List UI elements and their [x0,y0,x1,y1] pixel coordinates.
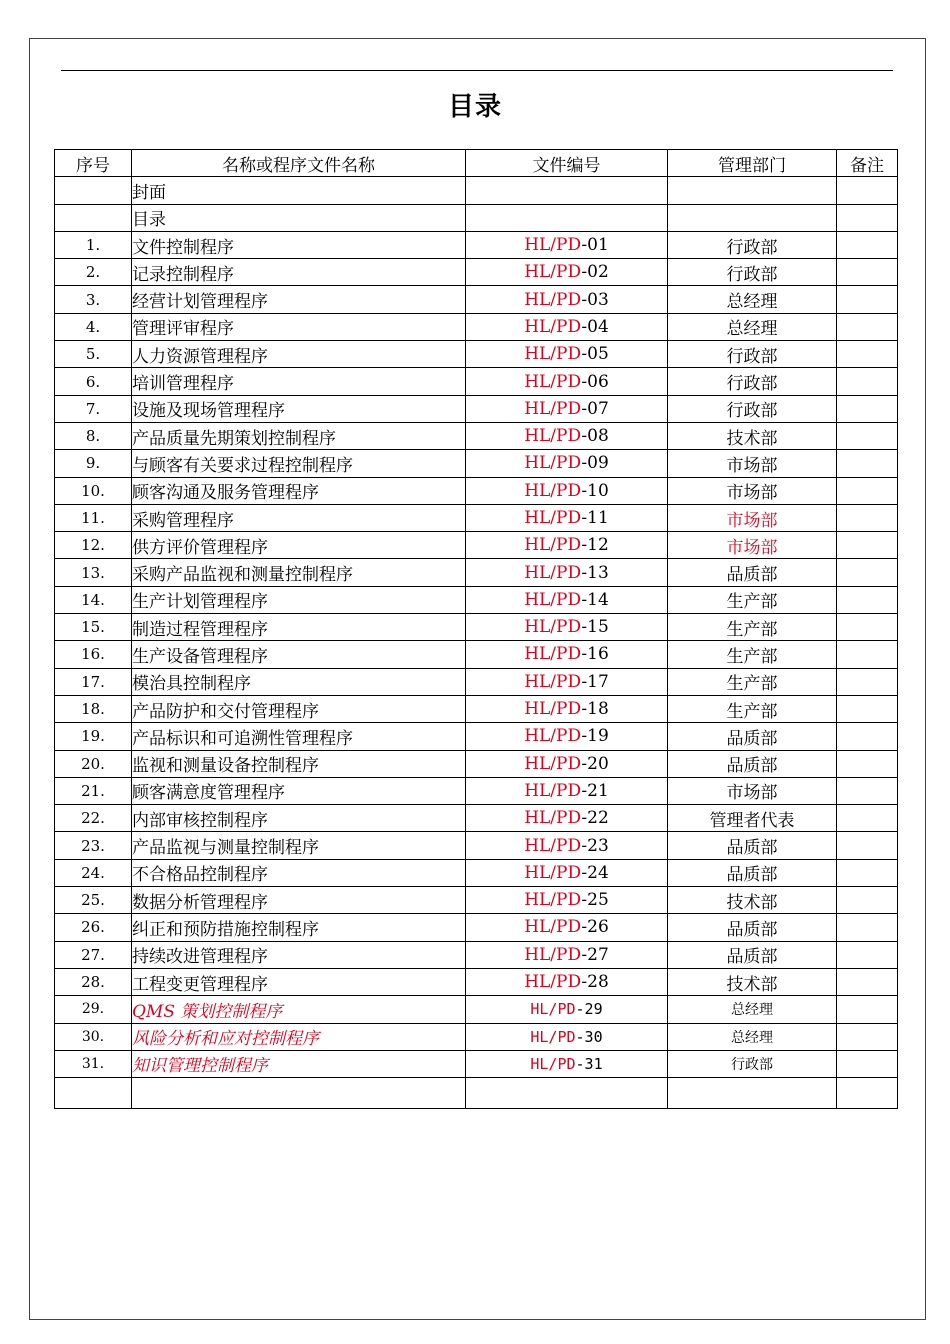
row-number: 27. [55,941,132,968]
remarks [837,914,898,941]
remarks [837,832,898,859]
procedure-name: QMS 策划控制程序 [132,996,466,1023]
row-number: 14. [55,586,132,613]
document-code [466,832,668,859]
row-number [55,204,132,231]
code-prefix: HL/PD [524,235,582,256]
managing-department: 行政部 [668,259,837,286]
code-suffix: -13 [581,562,609,583]
code-suffix: -10 [581,480,609,501]
table-row [55,859,898,886]
remarks [837,422,898,449]
remarks [837,1050,898,1077]
document-code [466,914,668,941]
row-number: 2. [55,259,132,286]
row-number: 22. [55,805,132,832]
procedure-name: 管理评审程序 [132,313,466,340]
procedure-name: 持续改进管理程序 [132,941,466,968]
managing-department: 生产部 [668,614,837,641]
table-row [55,914,898,941]
table-row [55,204,898,231]
code-suffix: -05 [581,344,609,365]
table-row [55,177,898,204]
row-number: 4. [55,313,132,340]
header-code: 文件编号 [466,150,668,177]
table-row [55,832,898,859]
code-prefix: HL/PD [524,835,582,856]
table-row [55,259,898,286]
code-suffix: -02 [581,262,609,283]
document-code [466,805,668,832]
remarks [837,477,898,504]
table-row [55,341,898,368]
document-code [466,559,668,586]
table-row [55,559,898,586]
remarks [837,532,898,559]
table-row [55,532,898,559]
code-prefix: HL/PD [530,1000,576,1019]
code-suffix: -18 [581,699,609,720]
table-row [55,504,898,531]
code-prefix: HL/PD [524,316,582,337]
code-suffix: -21 [581,780,609,801]
document-code [466,422,668,449]
code-prefix: HL/PD [524,644,582,665]
document-code [466,477,668,504]
document-code [466,313,668,340]
table-row [55,368,898,395]
code-suffix: -03 [581,289,609,310]
procedure-name: 设施及现场管理程序 [132,395,466,422]
row-number: 20. [55,750,132,777]
managing-department: 市场部 [668,777,837,804]
procedure-name: 风险分析和应对控制程序 [132,1023,466,1050]
code-suffix: -01 [581,235,609,256]
document-code [466,368,668,395]
code-suffix: -30 [575,1027,603,1046]
procedure-name: 监视和测量设备控制程序 [132,750,466,777]
remarks [837,1078,898,1109]
code-suffix: -16 [581,644,609,665]
code-suffix: -08 [581,426,609,447]
procedure-name: 经营计划管理程序 [132,286,466,313]
document-code [466,614,668,641]
managing-department: 总经理 [668,286,837,313]
managing-department: 生产部 [668,668,837,695]
table-row [55,887,898,914]
code-prefix: HL/PD [524,890,582,911]
procedure-name: 内部审核控制程序 [132,805,466,832]
code-prefix: HL/PD [524,617,582,638]
row-number: 10. [55,477,132,504]
procedure-name: 生产计划管理程序 [132,586,466,613]
row-number: 28. [55,968,132,995]
document-code [466,204,668,231]
code-suffix: -28 [581,972,609,993]
code-suffix: -29 [575,1000,603,1019]
code-prefix: HL/PD [524,426,582,447]
document-code [466,941,668,968]
code-prefix: HL/PD [524,753,582,774]
managing-department: 行政部 [668,341,837,368]
remarks [837,395,898,422]
document-code [466,177,668,204]
document-code [466,887,668,914]
remarks [837,231,898,258]
code-suffix: -14 [581,589,609,610]
code-suffix: -24 [581,862,609,883]
header-seq: 序号 [55,150,132,177]
table-row [55,641,898,668]
row-number: 23. [55,832,132,859]
managing-department: 总经理 [668,996,837,1023]
table-row [55,586,898,613]
managing-department: 生产部 [668,641,837,668]
code-suffix: -31 [575,1054,603,1073]
row-number: 8. [55,422,132,449]
document-code [466,968,668,995]
row-number: 25. [55,887,132,914]
remarks [837,887,898,914]
procedure-name: 纠正和预防措施控制程序 [132,914,466,941]
code-suffix: -23 [581,835,609,856]
table-row [55,750,898,777]
table-row [55,695,898,722]
procedure-name: 记录控制程序 [132,259,466,286]
code-suffix: -04 [581,316,609,337]
code-prefix: HL/PD [530,1054,576,1073]
header-name: 名称或程序文件名称 [132,150,466,177]
document-code [466,723,668,750]
remarks [837,668,898,695]
document-code [466,504,668,531]
remarks [837,341,898,368]
procedure-name: 封面 [132,177,466,204]
remarks [837,614,898,641]
table-row [55,777,898,804]
procedure-name: 文件控制程序 [132,231,466,258]
managing-department: 品质部 [668,859,837,886]
procedure-name: 顾客满意度管理程序 [132,777,466,804]
code-suffix: -22 [581,808,609,829]
procedure-name: 数据分析管理程序 [132,887,466,914]
document-code [466,859,668,886]
document-title: 目录 [447,92,502,122]
remarks [837,259,898,286]
row-number: 9. [55,450,132,477]
code-suffix: -15 [581,617,609,638]
code-prefix: HL/PD [524,862,582,883]
procedure-name: 模治具控制程序 [132,668,466,695]
document-code [466,996,668,1023]
remarks [837,805,898,832]
managing-department: 市场部 [668,504,837,531]
code-prefix: HL/PD [524,780,582,801]
code-suffix: -20 [581,753,609,774]
table-row [55,941,898,968]
managing-department: 行政部 [668,1050,837,1077]
managing-department: 品质部 [668,750,837,777]
row-number: 5. [55,341,132,368]
procedure-name: 供方评价管理程序 [132,532,466,559]
managing-department: 市场部 [668,450,837,477]
table-row [55,286,898,313]
managing-department: 行政部 [668,368,837,395]
remarks [837,313,898,340]
managing-department: 行政部 [668,395,837,422]
procedure-name: 培训管理程序 [132,368,466,395]
code-suffix: -27 [581,944,609,965]
document-code [466,695,668,722]
row-number: 13. [55,559,132,586]
table-row [55,1050,898,1077]
table-row [55,450,898,477]
row-number: 12. [55,532,132,559]
managing-department: 管理者代表 [668,805,837,832]
row-number: 30. [55,1023,132,1050]
procedure-name: 产品标识和可追溯性管理程序 [132,723,466,750]
remarks [837,941,898,968]
managing-department: 总经理 [668,1023,837,1050]
remarks [837,859,898,886]
table-row [55,968,898,995]
row-number: 21. [55,777,132,804]
code-prefix: HL/PD [524,453,582,474]
code-prefix: HL/PD [524,699,582,720]
remarks [837,204,898,231]
remarks [837,777,898,804]
procedure-name: 不合格品控制程序 [132,859,466,886]
row-number: 6. [55,368,132,395]
code-suffix: -26 [581,917,609,938]
code-suffix: -17 [581,671,609,692]
document-code [466,286,668,313]
remarks [837,504,898,531]
remarks [837,723,898,750]
managing-department [668,1078,837,1109]
code-prefix: HL/PD [524,589,582,610]
managing-department: 技术部 [668,422,837,449]
row-number: 31. [55,1050,132,1077]
document-code [466,586,668,613]
code-suffix: -11 [581,508,609,528]
code-prefix: HL/PD [524,671,582,692]
document-code [466,1078,668,1109]
remarks [837,996,898,1023]
procedure-name: 生产设备管理程序 [132,641,466,668]
managing-department: 生产部 [668,586,837,613]
row-number: 15. [55,614,132,641]
remarks [837,750,898,777]
document-code [466,341,668,368]
procedure-name [132,1078,466,1109]
document-code [466,641,668,668]
procedure-name: 知识管理控制程序 [132,1050,466,1077]
code-suffix: -07 [581,398,609,419]
code-suffix: -06 [581,371,609,392]
code-prefix: HL/PD [530,1027,576,1046]
code-prefix: HL/PD [524,944,582,965]
document-code [466,750,668,777]
managing-department: 技术部 [668,887,837,914]
code-suffix: -19 [581,726,609,747]
managing-department: 生产部 [668,695,837,722]
row-number: 26. [55,914,132,941]
managing-department: 品质部 [668,559,837,586]
table-row [55,395,898,422]
managing-department: 品质部 [668,832,837,859]
procedure-name: 人力资源管理程序 [132,341,466,368]
toc-table [54,149,898,1109]
remarks [837,450,898,477]
managing-department: 总经理 [668,313,837,340]
document-code [466,259,668,286]
remarks [837,1023,898,1050]
document-code [466,777,668,804]
procedure-name: 产品质量先期策划控制程序 [132,422,466,449]
procedure-name: 采购产品监视和测量控制程序 [132,559,466,586]
row-number: 24. [55,859,132,886]
header-note: 备注 [837,150,898,177]
managing-department: 品质部 [668,941,837,968]
table-row [55,1023,898,1050]
row-number: 18. [55,695,132,722]
remarks [837,177,898,204]
table-row [55,996,898,1023]
code-prefix: HL/PD [524,371,582,392]
code-prefix: HL/PD [524,535,582,556]
remarks [837,968,898,995]
table-row [55,477,898,504]
code-prefix: HL/PD [524,808,582,829]
document-code [466,1023,668,1050]
header-dept: 管理部门 [668,150,837,177]
row-number: 7. [55,395,132,422]
procedure-name: 与顾客有关要求过程控制程序 [132,450,466,477]
code-prefix: HL/PD [524,972,582,993]
managing-department: 品质部 [668,723,837,750]
row-number: 17. [55,668,132,695]
code-prefix: HL/PD [524,726,582,747]
managing-department: 市场部 [668,477,837,504]
procedure-name: 工程变更管理程序 [132,968,466,995]
code-prefix: HL/PD [524,562,582,583]
table-row [55,723,898,750]
row-number: 16. [55,641,132,668]
row-number [55,177,132,204]
document-code [466,450,668,477]
procedure-name: 产品防护和交付管理程序 [132,695,466,722]
managing-department: 行政部 [668,231,837,258]
remarks [837,695,898,722]
managing-department [668,204,837,231]
code-prefix: HL/PD [524,508,582,528]
table-row [55,805,898,832]
procedure-name: 产品监视与测量控制程序 [132,832,466,859]
managing-department: 品质部 [668,914,837,941]
table-row [55,422,898,449]
code-prefix: HL/PD [524,262,582,283]
code-prefix: HL/PD [524,480,582,501]
document-code [466,395,668,422]
table-row [55,313,898,340]
table-header-row [55,150,898,177]
remarks [837,368,898,395]
table-row [55,231,898,258]
header-rule [61,70,893,71]
row-number: 3. [55,286,132,313]
code-suffix: -25 [581,890,609,911]
row-number: 11. [55,504,132,531]
code-prefix: HL/PD [524,917,582,938]
remarks [837,641,898,668]
procedure-name: 制造过程管理程序 [132,614,466,641]
row-number [55,1078,132,1109]
document-code [466,1050,668,1077]
document-code [466,532,668,559]
row-number: 29. [55,996,132,1023]
table-row [55,614,898,641]
code-suffix: -09 [581,453,609,474]
code-prefix: HL/PD [524,344,582,365]
table-row [55,668,898,695]
procedure-name: 目录 [132,204,466,231]
procedure-name: 顾客沟通及服务管理程序 [132,477,466,504]
row-number: 19. [55,723,132,750]
remarks [837,286,898,313]
row-number: 1. [55,231,132,258]
remarks [837,559,898,586]
managing-department: 技术部 [668,968,837,995]
remarks [837,586,898,613]
managing-department: 市场部 [668,532,837,559]
code-prefix: HL/PD [524,289,582,310]
document-code [466,668,668,695]
managing-department [668,177,837,204]
code-suffix: -12 [581,535,609,556]
toc-body [55,177,898,1109]
table-row [55,1078,898,1109]
code-prefix: HL/PD [524,398,582,419]
procedure-name: 采购管理程序 [132,504,466,531]
document-code [466,231,668,258]
